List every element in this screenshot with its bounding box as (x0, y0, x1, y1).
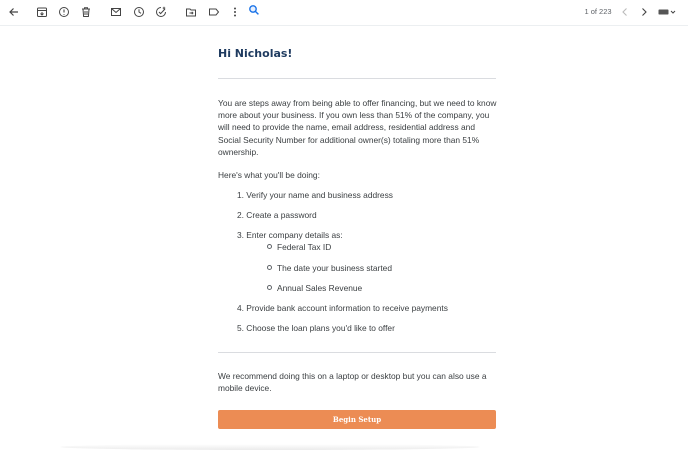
greeting-heading: Hi Nicholas! (218, 47, 293, 60)
back-arrow-icon[interactable] (7, 5, 21, 19)
chevron-left-icon[interactable] (618, 5, 632, 19)
step-item: 3. Enter company details as: (237, 230, 343, 240)
step-item: 4. Provide bank account information to receive payments (237, 303, 448, 313)
snooze-icon[interactable] (132, 5, 146, 19)
archive-icon[interactable] (35, 5, 49, 19)
company-detail-label: The date your business started (277, 263, 392, 273)
add-task-icon[interactable] (154, 5, 168, 19)
divider (218, 78, 496, 79)
bullet-icon (267, 285, 272, 290)
scroll-shadow (60, 444, 480, 450)
move-to-icon[interactable] (184, 5, 198, 19)
begin-setup-button[interactable]: Begin Setup (218, 410, 496, 429)
company-detail-item (267, 263, 392, 273)
recommendation-paragraph: We recommend doing this on a laptop or desktop but you can also use a mobile device. (218, 371, 487, 394)
more-icon[interactable] (228, 5, 242, 19)
toolbar (0, 0, 688, 26)
step-item: 1. Verify your name and business address (237, 190, 393, 200)
search-icon[interactable] (247, 3, 261, 17)
step-item: 5. Choose the loan plans you'd like to offer (237, 323, 395, 333)
label-icon[interactable] (207, 5, 221, 19)
input-tools-icon[interactable] (658, 5, 676, 19)
chevron-right-icon[interactable] (637, 5, 651, 19)
intro-paragraph: You are steps away from being able to offer financing, but we need to know more about your business. If you own less than 51% of the company, you will need to provide the name, email address, residential address and Social Security Number for additional owner(s) totaling more than 51% ownership. (218, 98, 497, 157)
delete-icon[interactable] (79, 5, 93, 19)
bullet-icon (267, 244, 272, 249)
company-detail-item (267, 283, 362, 293)
steps-heading: Here's what you'll be doing: (218, 170, 320, 180)
report-spam-icon[interactable] (57, 5, 71, 19)
company-detail-label: Annual Sales Revenue (277, 283, 363, 293)
mark-unread-icon[interactable] (109, 5, 123, 19)
divider (218, 352, 496, 353)
message-count: 1 of 223 (584, 7, 612, 16)
bullet-icon (267, 265, 272, 270)
company-detail-label: Federal Tax ID (277, 242, 332, 252)
company-detail-item (267, 242, 331, 252)
step-item: 2. Create a password (237, 210, 317, 220)
